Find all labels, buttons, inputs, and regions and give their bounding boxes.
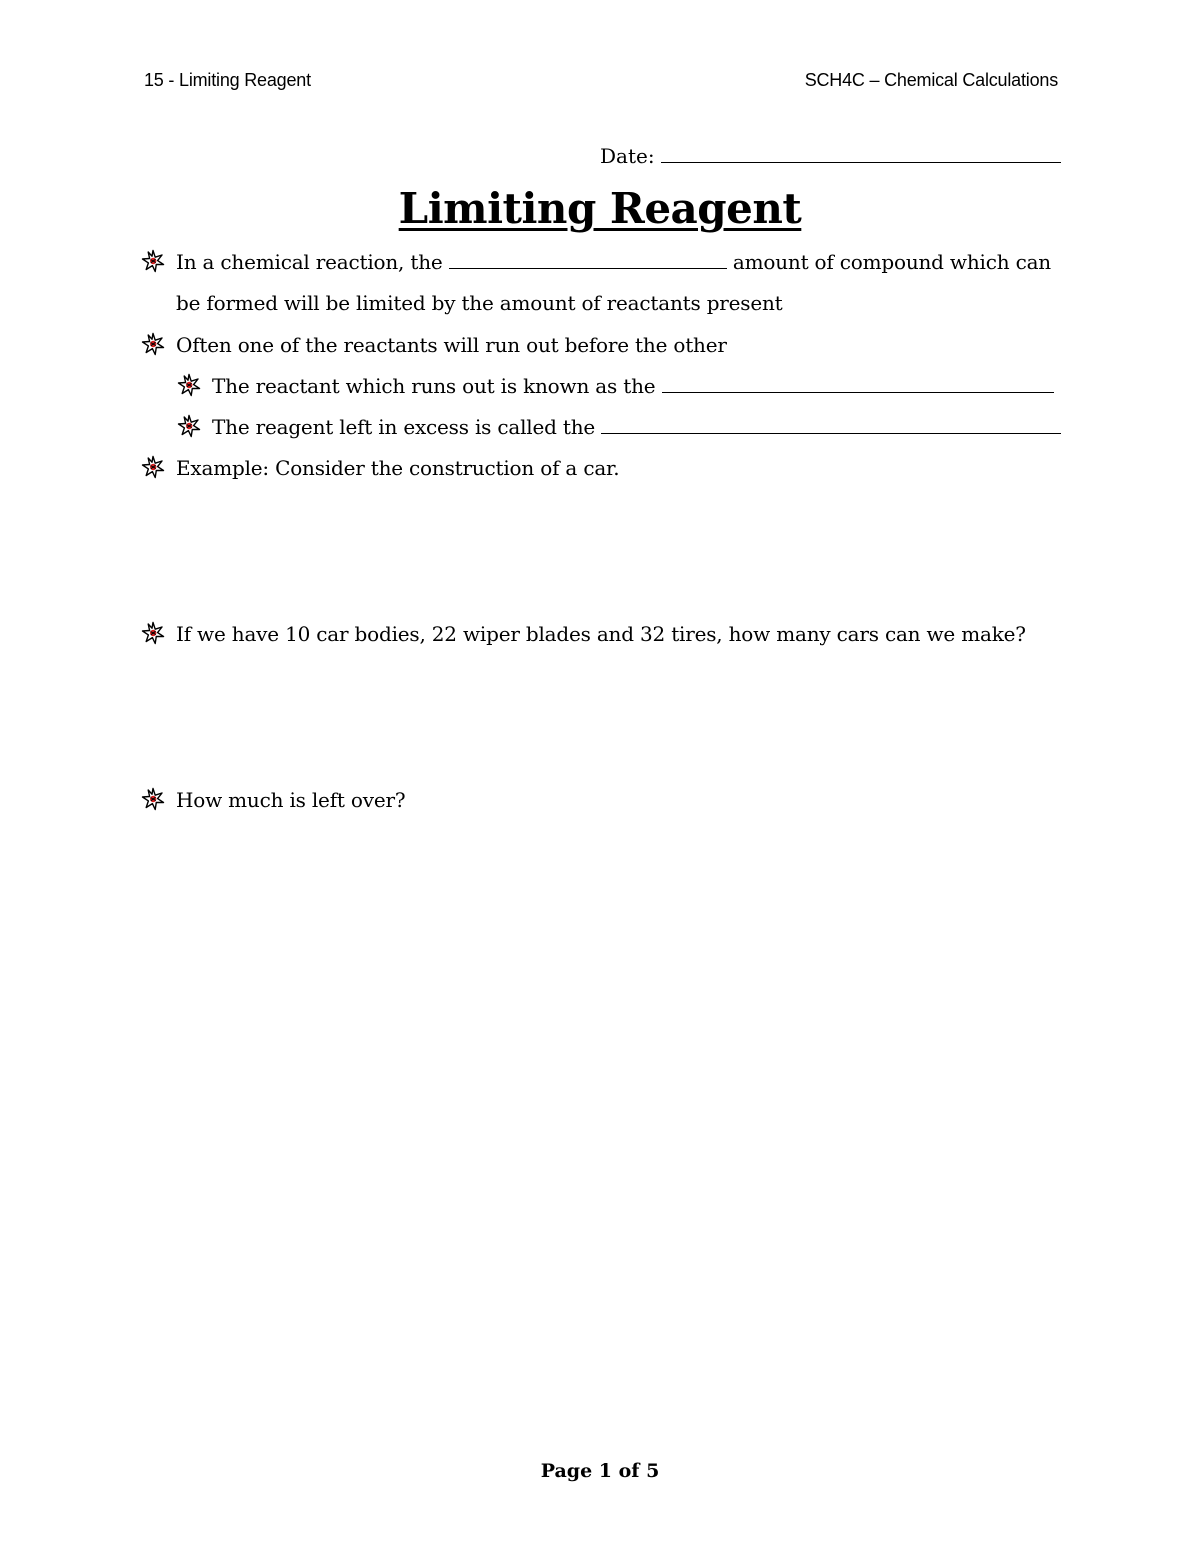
bullet-item-5: How much is left over? xyxy=(176,788,406,812)
bullet-item-1 xyxy=(176,250,1051,274)
sub-bullet-2-text: The reagent left in excess is called the xyxy=(212,415,596,439)
blank-limiting-reagent[interactable] xyxy=(662,378,1054,393)
bullet-1-text-b: amount of compound which can xyxy=(732,250,1051,274)
star-bullet-icon xyxy=(177,414,201,438)
page-number: Page 1 of 5 xyxy=(540,1460,660,1482)
date-label: Date: xyxy=(600,144,655,168)
star-bullet-icon xyxy=(141,455,165,479)
star-bullet-icon xyxy=(141,332,165,356)
bullet-1-text-a: In a chemical reaction, the xyxy=(176,250,443,274)
sub-bullet-item-2 xyxy=(212,415,1061,439)
bullet-item-4: If we have 10 car bodies, 22 wiper blades and 32 tires, how many cars can we make? xyxy=(176,622,1026,646)
star-bullet-icon xyxy=(141,621,165,645)
sub-bullet-item-1 xyxy=(212,374,1054,398)
star-bullet-icon xyxy=(141,787,165,811)
date-blank[interactable] xyxy=(661,148,1061,163)
sub-bullet-1-text: The reactant which runs out is known as the xyxy=(212,374,656,398)
star-bullet-icon xyxy=(177,373,201,397)
blank-excess-reagent[interactable] xyxy=(601,419,1061,434)
bullet-item-3: Example: Consider the construction of a car. xyxy=(176,456,620,480)
page-title: Limiting Reagent xyxy=(398,184,802,233)
header-right: SCH4C – Chemical Calculations xyxy=(804,70,1058,90)
bullet-item-2: Often one of the reactants will run out before the other xyxy=(176,333,727,357)
date-field xyxy=(600,144,1061,168)
star-bullet-icon xyxy=(141,249,165,273)
header-left: 15 - Limiting Reagent xyxy=(144,70,311,90)
blank-1[interactable] xyxy=(449,254,727,269)
bullet-1-continuation: be formed will be limited by the amount of reactants present xyxy=(176,291,783,315)
